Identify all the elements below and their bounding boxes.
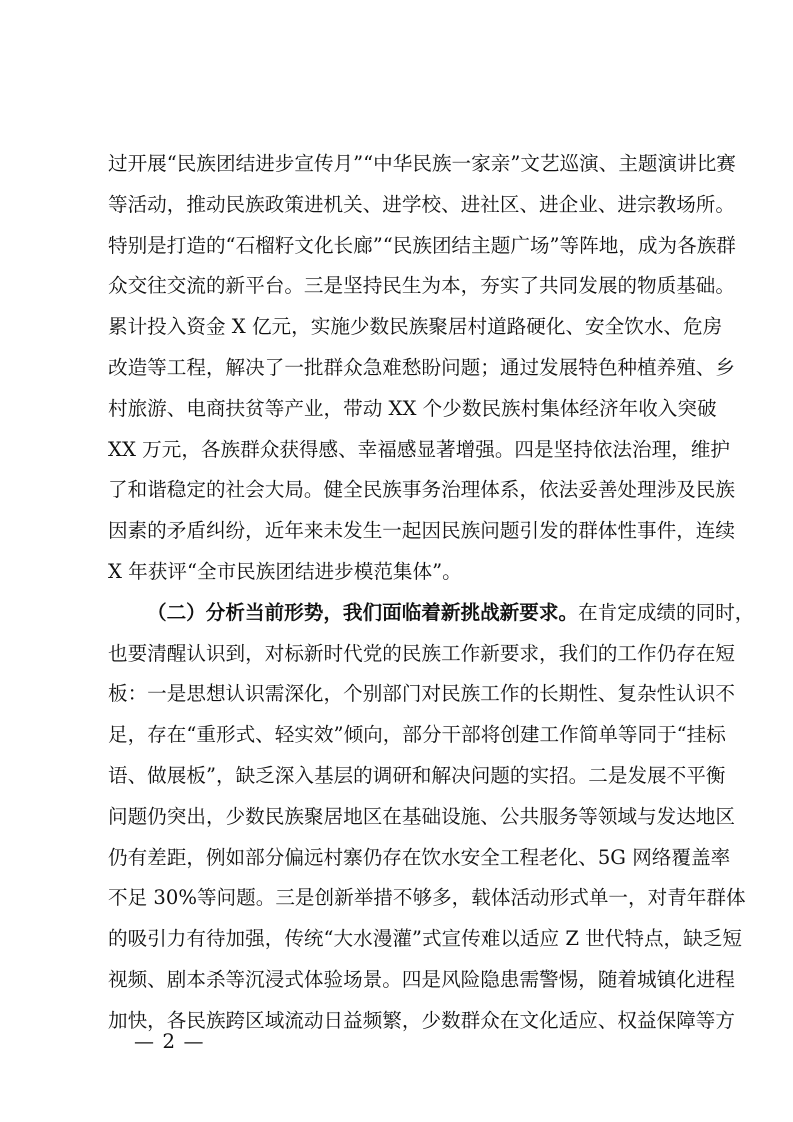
section-heading-line: [108, 593, 755, 634]
text-line: 板：一是思想认识需深化，个别部门对民族工作的长期性、复杂性认识不: [108, 682, 735, 706]
text-line: 仍有差距，例如部分偏远村寨仍存在饮水安全工程老化、5G 网络覆盖率: [108, 845, 731, 869]
text-line: 众交往交流的新平台。三是坚持民生为本，夯实了共同发展的物质基础。: [108, 274, 735, 298]
text-line: 等活动，推动民族政策进机关、进学校、进社区、进企业、进宗教场所。: [108, 192, 735, 216]
page-number: — 2 —: [134, 1029, 205, 1053]
section-heading: （二）分析当前形势，我们面临着新挑战新要求。: [147, 600, 579, 624]
text-line: 累计投入资金 X 亿元，实施少数民族聚居村道路硬化、安全饮水、危房: [108, 315, 723, 339]
paragraph-1: [108, 144, 736, 593]
text-line: 村旅游、电商扶贫等产业，带动 XX 个少数民族村集体经济年收入突破: [108, 396, 717, 420]
text-line: 语、做展板”，缺乏深入基层的调研和解决问题的实招。二是发展不平衡: [108, 763, 726, 787]
heading-line-text: 在肯定成绩的同时，: [578, 600, 755, 624]
text-line: 不足 30%等问题。三是创新举措不够多，载体活动形式单一，对青年群体: [108, 886, 746, 910]
text-line: 特别是打造的“石榴籽文化长廊”“民族团结主题广场”等阵地，成为各族群: [108, 233, 736, 257]
text-line: 也要清醒认识到，对标新时代党的民族工作新要求，我们的工作仍存在短: [108, 641, 735, 665]
document-body: [108, 144, 755, 1042]
text-line: 足，存在“重形式、轻实效”倾向，部分干部将创建工作简单等同于“挂标: [108, 723, 726, 747]
text-line: 问题仍突出，少数民族聚居地区在基础设施、公共服务等领域与发达地区: [108, 804, 735, 828]
paragraph-2: [108, 593, 755, 1042]
text-line: 过开展“民族团结进步宣传月”“中华民族一家亲”文艺巡演、主题演讲比赛: [108, 152, 736, 175]
text-line: 了和谐稳定的社会大局。健全民族事务治理体系，依法妥善处理涉及民族: [108, 478, 735, 502]
text-line: 因素的矛盾纠纷，近年来未发生一起因民族问题引发的群体性事件，连续: [108, 519, 735, 543]
text-line: 加快，各民族跨区域流动日益频繁，少数群众在文化适应、权益保障等方: [108, 1008, 735, 1032]
text-line: 视频、剧本杀等沉浸式体验场景。四是风险隐患需警惕，随着城镇化进程: [108, 967, 735, 991]
text-line: 的吸引力有待加强，传统“大水漫灌”式宣传难以适应 Z 世代特点，缺乏短: [108, 927, 742, 951]
text-line: XX 万元，各族群众获得感、幸福感显著增强。四是坚持依法治理，维护: [108, 437, 730, 461]
text-line: X 年获评“全市民族团结进步模范集体”。: [108, 559, 462, 583]
text-line: 改造等工程，解决了一批群众急难愁盼问题；通过发展特色种植养殖、乡: [108, 355, 735, 379]
